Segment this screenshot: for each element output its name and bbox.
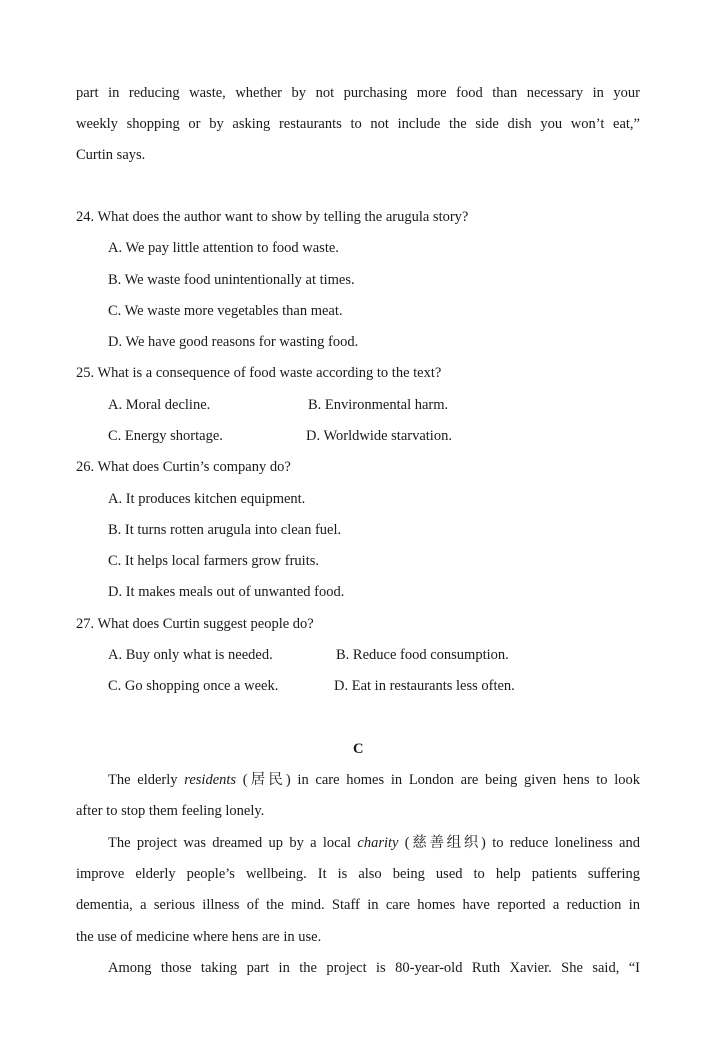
- section-c-heading: C: [353, 741, 364, 757]
- question-26-option-c: C. It helps local farmers grow fruits.: [108, 553, 320, 569]
- section-c-p1-line-1: The elderly residents (居民) in care homes in London are being given hens to look: [108, 772, 640, 788]
- question-27-stem: 27. What does Curtin suggest people do?: [76, 616, 314, 632]
- question-25-option-c: C. Energy shortage.: [108, 428, 223, 444]
- question-26-option-a: A. It produces kitchen equipment.: [108, 491, 306, 507]
- question-24-option-c: C. We waste more vegetables than meat.: [108, 303, 343, 319]
- question-24-option-a: A. We pay little attention to food waste.: [108, 240, 339, 256]
- question-25-option-d: D. Worldwide starvation.: [306, 428, 452, 444]
- term-charity: charity: [357, 835, 399, 851]
- question-26-option-b: B. It turns rotten arugula into clean fuel.: [108, 522, 342, 538]
- question-26-stem: 26. What does Curtin’s company do?: [76, 459, 291, 475]
- question-24-stem: 24. What does the author want to show by telling the arugula story?: [76, 209, 469, 225]
- intro-line-1: part in reducing waste, whether by not purchasing more food than necessary in your: [76, 85, 640, 101]
- section-c-p2-line-4: the use of medicine where hens are in use.: [76, 929, 322, 945]
- question-24-option-d: D. We have good reasons for wasting food.: [108, 334, 359, 350]
- section-c-p2-line-1: The project was dreamed up by a local charity (慈善组织) to reduce loneliness and: [108, 835, 640, 851]
- question-25-option-a: A. Moral decline.: [108, 397, 211, 413]
- term-residents: residents: [184, 772, 237, 788]
- question-25-option-b: B. Environmental harm.: [308, 397, 449, 413]
- section-c-p2-line-2: improve elderly people’s wellbeing. It is also being used to help patients suffering: [76, 866, 640, 882]
- intro-line-3: Curtin says.: [76, 147, 146, 163]
- section-c-p2-line-3: dementia, a serious illness of the mind. Staff in care homes have reported a reduction in: [76, 897, 640, 913]
- question-24-option-b: B. We waste food unintentionally at times.: [108, 272, 355, 288]
- question-25-stem: 25. What is a consequence of food waste according to the text?: [76, 365, 442, 381]
- intro-line-2: weekly shopping or by asking restaurants to not include the side dish you won’t eat,”: [76, 116, 640, 132]
- question-27-option-c: C. Go shopping once a week.: [108, 678, 279, 694]
- section-c-p1-line-2: after to stop them feeling lonely.: [76, 803, 265, 819]
- question-27-option-a: A. Buy only what is needed.: [108, 647, 273, 663]
- section-c-p3-line-1: Among those taking part in the project is 80-year-old Ruth Xavier. She said, “I: [108, 960, 640, 976]
- question-27-option-b: B. Reduce food consumption.: [336, 647, 509, 663]
- question-26-option-d: D. It makes meals out of unwanted food.: [108, 584, 345, 600]
- question-27-option-d: D. Eat in restaurants less often.: [334, 678, 515, 694]
